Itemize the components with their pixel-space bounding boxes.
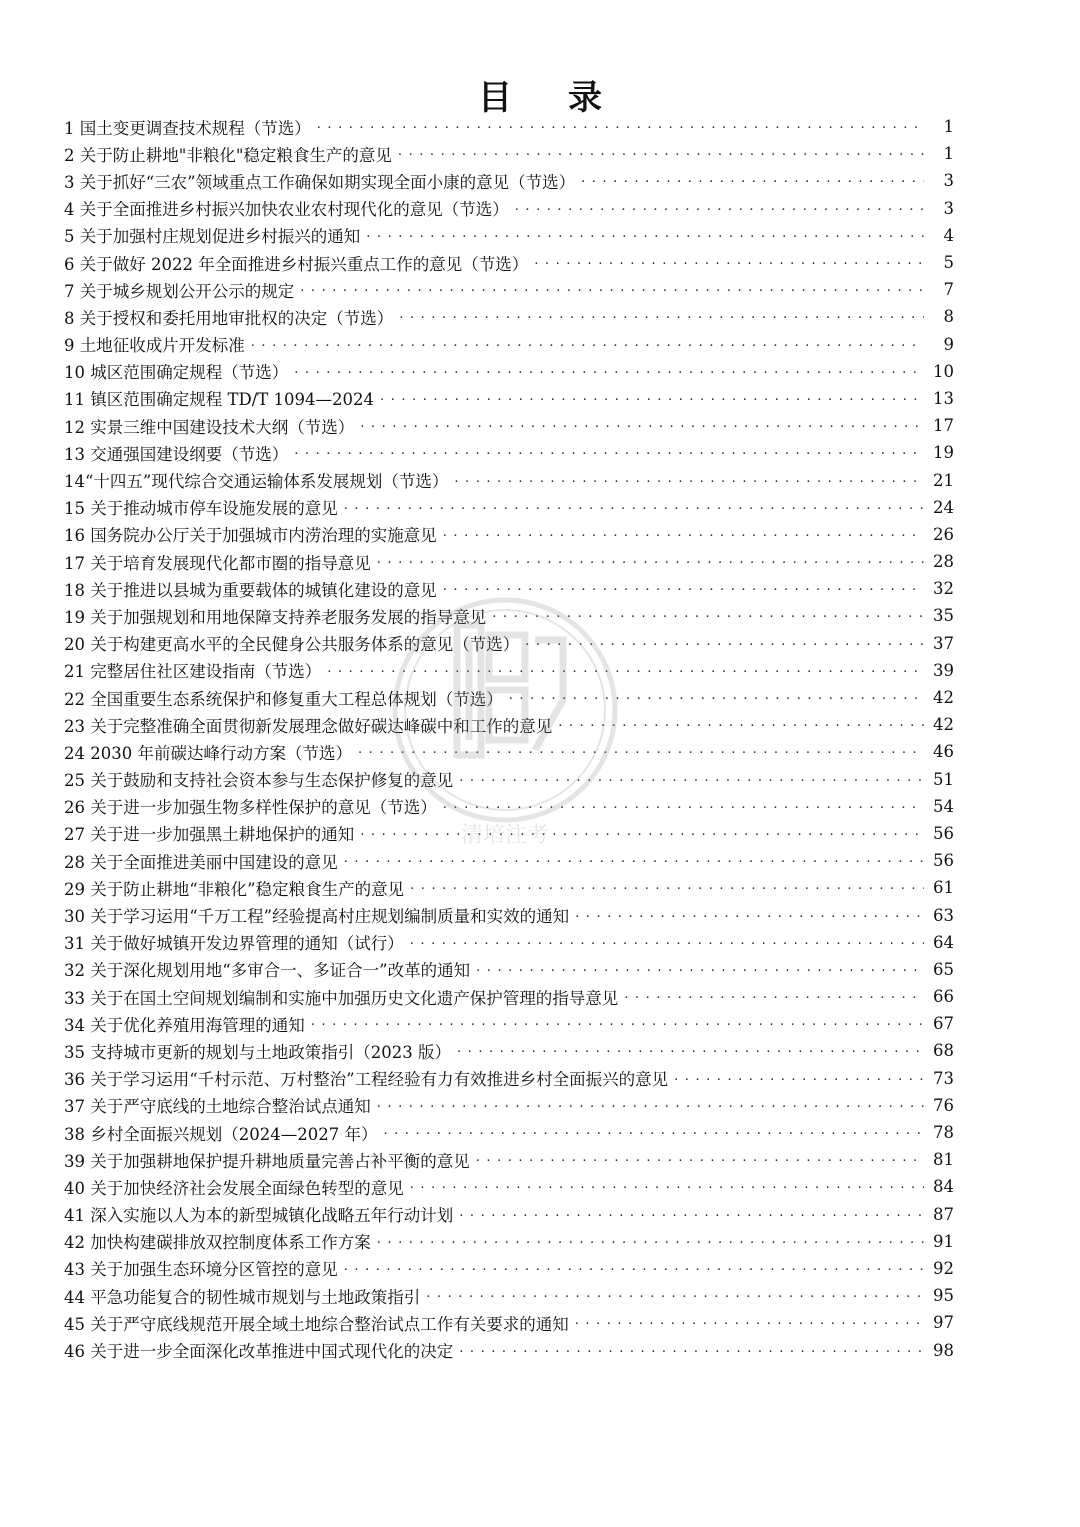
toc-dot-leader [399, 303, 924, 330]
toc-entry-title: 22 全国重要生态系统保护和修复重大工程总体规划（节选） [64, 689, 503, 709]
toc-dot-leader [377, 1092, 924, 1119]
toc-entry-page-number: 8 [943, 307, 954, 327]
toc-entry-title: 45 关于严守底线规范开展全域土地综合整治试点工作有关要求的通知 [64, 1314, 569, 1334]
toc-entry-title: 12 实景三维中国建设技术大纲（节选） [64, 417, 355, 437]
toc-entry-title: 44 平急功能复合的韧性城市规划与土地政策指引 [64, 1287, 421, 1307]
toc-entry-page-number: 65 [933, 959, 954, 979]
toc-dot-leader [344, 494, 924, 521]
page-title-part1: 目 [478, 78, 512, 118]
toc-entry-title: 2 关于防止耕地"非粮化"稳定粮食生产的意见 [64, 145, 392, 165]
toc-entry[interactable] [64, 195, 954, 222]
toc-entry-page-number: 35 [933, 606, 954, 626]
toc-entry[interactable] [64, 548, 954, 575]
toc-entry-page-number: 95 [933, 1286, 954, 1306]
toc-entry-title: 39 关于加强耕地保护提升耕地质量完善占补平衡的意见 [64, 1151, 470, 1171]
toc-entry[interactable] [64, 1255, 954, 1282]
toc-entry-page-number: 28 [933, 552, 954, 572]
toc-entry-title: 15 关于推动城市停车设施发展的意见 [64, 499, 338, 519]
toc-entry-page-number: 67 [933, 1014, 954, 1034]
toc-entry-page-number: 9 [943, 334, 954, 354]
toc-entry-page-number: 10 [933, 361, 954, 381]
toc-entry-title: 41 深入实施以人为本的新型城镇化战略五年行动计划 [64, 1206, 454, 1226]
toc-entry-title: 27 关于进一步加强黑土耕地保护的通知 [64, 825, 355, 845]
toc-entry-page-number: 37 [933, 633, 954, 653]
toc-dot-leader [383, 1119, 924, 1146]
toc-entry[interactable] [64, 439, 954, 466]
toc-dot-leader [454, 467, 924, 494]
toc-entry-page-number: 66 [933, 987, 954, 1007]
toc-dot-leader [360, 412, 924, 439]
toc-entry-title: 1 国土变更调查技术规程（节选） [64, 118, 311, 138]
toc-entry[interactable] [64, 1282, 954, 1309]
toc-entry-page-number: 64 [933, 932, 954, 952]
toc-entry-page-number: 56 [933, 823, 954, 843]
toc-entry-title: 9 土地征收成片开发标准 [64, 336, 245, 356]
toc-dot-leader [410, 1173, 924, 1200]
watermark-stamp [385, 580, 625, 870]
toc-entry[interactable] [64, 929, 954, 956]
toc-entry-title: 34 关于优化养殖用海管理的通知 [64, 1015, 305, 1035]
toc-dot-leader [575, 1309, 924, 1336]
toc-entry-title: 43 关于加强生态环境分区管控的意见 [64, 1260, 338, 1280]
toc-entry-title: 31 关于做好城镇开发边界管理的通知（试行） [64, 934, 404, 954]
toc-dot-leader [459, 1201, 924, 1228]
toc-dot-leader [317, 113, 924, 140]
toc-entry-title: 14“十四五”现代综合交通运输体系发展规划（节选） [64, 472, 449, 492]
toc-entry-page-number: 78 [933, 1123, 954, 1143]
toc-entry-page-number: 73 [933, 1068, 954, 1088]
toc-dot-leader [443, 521, 924, 548]
toc-entry[interactable] [64, 956, 954, 983]
toc-entry-title: 16 国务院办公厅关于加强城市内涝治理的实施意见 [64, 526, 437, 546]
toc-dot-leader [377, 548, 924, 575]
toc-entry[interactable] [64, 874, 954, 901]
toc-entry-title: 25 关于鼓励和支持社会资本参与生态保护修复的意见 [64, 771, 454, 791]
toc-entry[interactable] [64, 385, 954, 412]
toc-entry-title: 37 关于严守底线的土地综合整治试点通知 [64, 1097, 371, 1117]
toc-entry[interactable] [64, 412, 954, 439]
toc-entry-page-number: 7 [943, 280, 954, 300]
toc-entry-page-number: 17 [933, 416, 954, 436]
toc-dot-leader [515, 195, 924, 222]
toc-dot-leader [581, 167, 924, 194]
toc-entry-page-number: 84 [933, 1177, 954, 1197]
toc-entry-title: 30 关于学习运用“千万工程”经验提高村庄规划编制质量和实效的通知 [64, 907, 570, 927]
toc-dot-leader [294, 358, 924, 385]
toc-entry[interactable] [64, 1228, 954, 1255]
toc-entry-title: 35 支持城市更新的规划与土地政策指引（2023 版） [64, 1042, 451, 1062]
toc-entry[interactable] [64, 1173, 954, 1200]
toc-entry-title: 21 完整居住社区建设指南（节选） [64, 662, 322, 682]
toc-entry[interactable] [64, 222, 954, 249]
toc-entry[interactable] [64, 303, 954, 330]
toc-entry-page-number: 1 [943, 144, 954, 164]
toc-dot-leader [377, 1228, 924, 1255]
toc-entry-title: 33 关于在国土空间规划编制和实施中加强历史文化遗产保护管理的指导意见 [64, 988, 619, 1008]
toc-entry-title: 19 关于加强规划和用地保障支持养老服务发展的指导意见 [64, 607, 487, 627]
page-title [0, 70, 1080, 119]
toc-entry-page-number: 26 [933, 524, 954, 544]
toc-entry[interactable] [64, 983, 954, 1010]
toc-dot-leader [380, 385, 924, 412]
toc-entry-page-number: 3 [943, 198, 954, 218]
toc-entry-title: 26 关于进一步加强生物多样性保护的意见（节选） [64, 798, 437, 818]
toc-entry[interactable] [64, 494, 954, 521]
toc-entry-page-number: 56 [933, 851, 954, 871]
toc-entry-page-number: 24 [933, 497, 954, 517]
toc-entry-title: 28 关于全面推进美丽中国建设的意见 [64, 852, 338, 872]
toc-entry[interactable] [64, 1146, 954, 1173]
toc-entry-title: 13 交通强国建设纲要（节选） [64, 444, 289, 464]
toc-entry[interactable] [64, 1092, 954, 1119]
toc-dot-leader [534, 249, 924, 276]
toc-entry[interactable] [64, 331, 954, 358]
toc-dot-leader [294, 439, 924, 466]
toc-dot-leader [674, 1065, 924, 1092]
toc-entry-page-number: 19 [933, 443, 954, 463]
toc-entry[interactable] [64, 1037, 954, 1064]
toc-entry[interactable] [64, 1119, 954, 1146]
toc-entry-page-number: 98 [933, 1340, 954, 1360]
toc-dot-leader [459, 1337, 924, 1364]
toc-entry-page-number: 46 [933, 742, 954, 762]
toc-dot-leader [311, 1010, 924, 1037]
toc-entry-title: 6 关于做好 2022 年全面推进乡村振兴重点工作的意见（节选） [64, 254, 529, 274]
toc-entry-title: 3 关于抓好“三农”领域重点工作确保如期实现全面小康的意见（节选） [64, 172, 576, 192]
toc-entry-page-number: 54 [933, 796, 954, 816]
toc-entry-title: 29 关于防止耕地“非粮化”稳定粮食生产的意见 [64, 879, 405, 899]
toc-entry-page-number: 5 [943, 253, 954, 273]
toc-entry-page-number: 97 [933, 1313, 954, 1333]
toc-entry[interactable] [64, 249, 954, 276]
toc-entry-title: 4 关于全面推进乡村振兴加快农业农村现代化的意见（节选） [64, 200, 509, 220]
toc-entry-title: 7 关于城乡规划公开公示的规定 [64, 281, 295, 301]
toc-entry-title: 42 加快构建碳排放双控制度体系工作方案 [64, 1233, 371, 1253]
toc-dot-leader [366, 222, 924, 249]
toc-dot-leader [344, 1255, 924, 1282]
toc-entry[interactable] [64, 1065, 954, 1092]
toc-entry[interactable] [64, 140, 954, 167]
toc-entry-page-number: 3 [943, 171, 954, 191]
toc-dot-leader [575, 902, 924, 929]
toc-entry-page-number: 32 [933, 579, 954, 599]
toc-entry-title: 24 2030 年前碳达峰行动方案（节选） [64, 743, 352, 763]
toc-entry-title: 40 关于加快经济社会发展全面绿色转型的意见 [64, 1178, 404, 1198]
toc-entry-page-number: 21 [933, 470, 954, 490]
watermark-text: 清培注考 [460, 823, 550, 848]
toc-dot-leader [398, 140, 924, 167]
toc-entry-page-number: 92 [933, 1258, 954, 1278]
toc-entry-title: 32 关于深化规划用地“多审合一、多证合一”改革的通知 [64, 961, 471, 981]
toc-entry-page-number: 91 [933, 1231, 954, 1251]
toc-entry[interactable] [64, 1010, 954, 1037]
toc-dot-leader [476, 1146, 924, 1173]
toc-entry-title: 11 镇区范围确定规程 TD/T 1094—2024 [64, 390, 375, 410]
page-title-part2: 录 [568, 78, 602, 118]
toc-dot-leader [624, 983, 924, 1010]
toc-entry[interactable] [64, 1336, 954, 1363]
toc-dot-leader [410, 929, 924, 956]
toc-entry[interactable] [64, 1201, 954, 1228]
toc-entry-title: 20 关于构建更高水平的全民健身公共服务体系的意见（节选） [64, 635, 520, 655]
toc-entry[interactable] [64, 113, 954, 140]
toc-entry-page-number: 13 [933, 388, 954, 408]
toc-entry-page-number: 42 [933, 715, 954, 735]
toc-entry-title: 5 关于加强村庄规划促进乡村振兴的通知 [64, 227, 361, 247]
toc-entry-page-number: 61 [933, 878, 954, 898]
toc-entry[interactable] [64, 466, 954, 493]
toc-dot-leader [457, 1037, 924, 1064]
toc-entry[interactable] [64, 167, 954, 194]
toc-entry-page-number: 76 [933, 1095, 954, 1115]
toc-entry-page-number: 4 [943, 225, 954, 245]
toc-entry-page-number: 39 [933, 660, 954, 680]
toc-entry-page-number: 51 [933, 769, 954, 789]
toc-entry-page-number: 81 [933, 1150, 954, 1170]
watermark-logo-icon [457, 625, 563, 755]
toc-entry-title: 18 关于推进以县城为重要载体的城镇化建设的意见 [64, 580, 437, 600]
toc-entry-title: 23 关于完整准确全面贯彻新发展理念做好碳达峰碳中和工作的意见 [64, 716, 553, 736]
toc-entry-title: 8 关于授权和委托用地审批权的决定（节选） [64, 308, 394, 328]
toc-dot-leader [251, 331, 924, 358]
toc-entry-page-number: 1 [943, 117, 954, 137]
toc-entry-title: 38 乡村全面振兴规划（2024—2027 年） [64, 1124, 378, 1144]
toc-dot-leader [410, 874, 924, 901]
toc-dot-leader [426, 1282, 924, 1309]
toc-entry-page-number: 63 [933, 905, 954, 925]
toc-dot-leader [476, 956, 924, 983]
toc-entry-title: 36 关于学习运用“千村示范、万村整治”工程经验有力有效推进乡村全面振兴的意见 [64, 1070, 669, 1090]
toc-entry-title: 17 关于培育发展现代化都市圈的指导意见 [64, 553, 371, 573]
toc-entry-page-number: 42 [933, 688, 954, 708]
toc-entry[interactable] [64, 276, 954, 303]
toc-entry-title: 46 关于进一步全面深化改革推进中国式现代化的决定 [64, 1342, 454, 1362]
toc-dot-leader [300, 276, 924, 303]
toc-entry-title: 10 城区范围确定规程（节选） [64, 363, 289, 383]
toc-entry[interactable] [64, 521, 954, 548]
toc-entry-page-number: 87 [933, 1204, 954, 1224]
toc-entry[interactable] [64, 358, 954, 385]
toc-entry-page-number: 68 [933, 1041, 954, 1061]
toc-entry[interactable] [64, 1309, 954, 1336]
toc-entry[interactable] [64, 901, 954, 928]
